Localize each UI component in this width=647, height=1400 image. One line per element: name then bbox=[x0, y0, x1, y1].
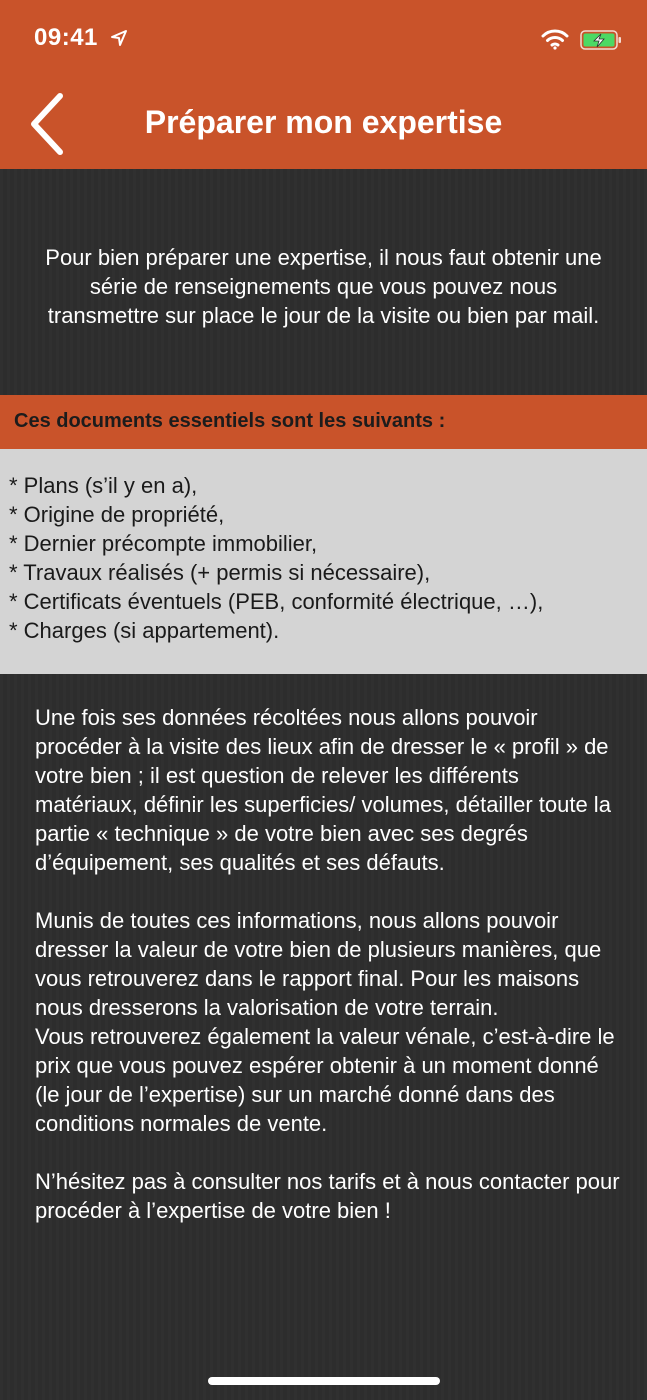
list-item: * Plans (s’il y en a), bbox=[9, 473, 198, 498]
paragraph-contact: N’hésitez pas à consulter nos tarifs et à nous contacter pour procéder à l’expertise de votre bien ! bbox=[35, 1169, 620, 1223]
details-text bbox=[35, 703, 620, 1225]
wifi-icon bbox=[541, 28, 569, 50]
page-title: Préparer mon expertise bbox=[144, 104, 503, 140]
documents-heading: Ces documents essentiels sont les suivants : bbox=[14, 410, 446, 432]
list-item: * Dernier précompte immobilier, bbox=[9, 531, 318, 556]
home-indicator[interactable] bbox=[208, 1377, 440, 1385]
list-item: * Origine de propriété, bbox=[9, 502, 225, 527]
list-item: * Certificats éventuels (PEB, conformité électrique, …), bbox=[9, 589, 544, 614]
location-arrow-icon bbox=[110, 29, 128, 47]
documents-heading-bar bbox=[0, 395, 647, 449]
documents-list bbox=[0, 449, 647, 674]
paragraph-valuation: Munis de toutes ces informations, nous allons pouvoir dresser la valeur de votre bien de plusieurs manières, que vous retrouverez dans le rapport final. Pour les maisons nous dresserons la valorisation de votre terrain. bbox=[35, 908, 602, 1020]
intro-section bbox=[0, 169, 647, 395]
header-bar bbox=[0, 0, 647, 169]
list-item: * Travaux réalisés (+ permis si nécessaire), bbox=[9, 560, 431, 585]
details-section bbox=[0, 674, 647, 1400]
list-item: * Charges (si appartement). bbox=[9, 618, 280, 643]
status-time: 09:41 bbox=[34, 24, 98, 51]
battery-charging-icon bbox=[580, 29, 622, 51]
intro-text: Pour bien préparer une expertise, il nous faut obtenir une série de renseignements que vous pouvez nous transmettre sur place le jour de la visite ou bien par mail. bbox=[45, 245, 602, 328]
paragraph-market-value: Vous retrouverez également la valeur vénale, c’est-à-dire le prix que vous pouvez espérer obtenir à un moment donné (le jour de l’expertise) sur un marché donné dans des conditions normales de vente. bbox=[35, 1024, 615, 1136]
paragraph-visit: Une fois ses données récoltées nous allons pouvoir procéder à la visite des lieux afin de dresser le « profil » de votre bien ; il est question de relever les différents matériaux, définir les superficies/ volumes, détailler toute la partie « technique » de votre bien avec ses degrés d’équipement, ses qualités et ses défauts. bbox=[35, 705, 611, 875]
